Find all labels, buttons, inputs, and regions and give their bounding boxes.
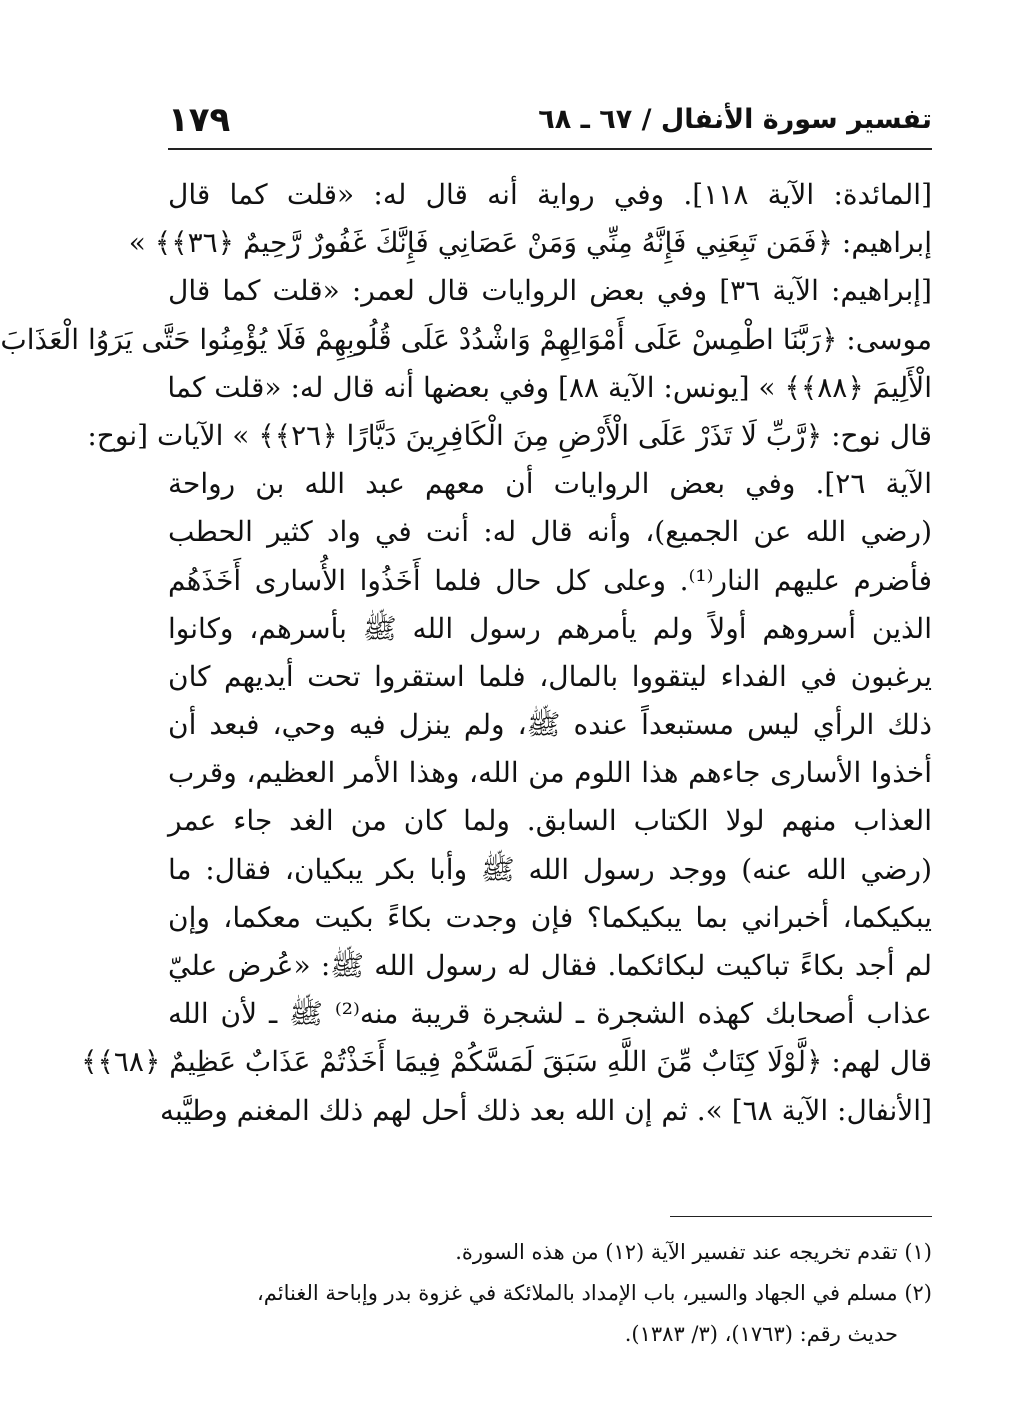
- header-rule: [168, 148, 932, 150]
- body-line: يرغبون في الفداء ليتقووا بالمال، فلما استقروا تحت أيديهم كان: [168, 659, 932, 693]
- page-header: [168, 100, 932, 146]
- body-line: الذين أسروهم أولاً ولم يأمرهم رسول الله ﷺ بأسرهم، وكانوا: [168, 611, 932, 645]
- body-line: [الأنفال: الآية ٦٨] ». ثم إن الله بعد ذلك أحل لهم ذلك المغنم وطيَّبه: [160, 1093, 932, 1127]
- page-number: ١٧٩: [168, 100, 231, 140]
- running-title: تفسير سورة الأنفال / ٦٧ ـ ٦٨: [538, 104, 932, 135]
- footnote-1: (١) تقدم تخريجه عند تفسير الآية (١٢) من هذه السورة.: [455, 1240, 932, 1264]
- footnotes: [168, 1232, 932, 1355]
- body-line: أخذوا الأسارى جاءهم هذا اللوم من الله، وهذا الأمر العظيم، وقرب: [168, 756, 932, 790]
- body-line: قال نوح: ﴿رَّبِّ لَا تَذَرْ عَلَى الْأَرْضِ مِنَ الْكَافِرِينَ دَيَّارًا ﴿٢٦﴾﴾ » الآيات [نوح:: [87, 418, 932, 452]
- footnote-separator: [670, 1216, 932, 1217]
- body-line: فأضرم عليهم النار⁽¹⁾. وعلى كل حال فلما أَخَذُوا الأُسارى أَخَذَهُم: [168, 563, 932, 597]
- body-line: قال لهم: ﴿لَّوْلَا كِتَابٌ مِّنَ اللَّهِ سَبَقَ لَمَسَّكُمْ فِيمَا أَخَذْتُمْ عَذَابٌ عَظِيمٌ ﴿٦٨﴾﴾: [81, 1045, 932, 1079]
- body-line: إبراهيم: ﴿فَمَن تَبِعَنِي فَإِنَّهُ مِنِّي وَمَنْ عَصَانِي فَإِنَّكَ غَفُورٌ رَّحِيمٌ ﴿٣٦﴾﴾ »: [128, 226, 932, 260]
- body-line: يبكيكما، أخبراني بما يبكيكما؟ فإن وجدت بكاءً بكيت معكما، وإن: [168, 900, 933, 934]
- body-line: موسى: ﴿رَبَّنَا اطْمِسْ عَلَى أَمْوَالِهِمْ وَاشْدُدْ عَلَى قُلُوبِهِمْ فَلَا يُؤْمِنُوا حَتَّى يَرَوُا الْعَذَابَ: [0, 322, 932, 356]
- footnote-2-continuation: حديث رقم: (١٧٦٣)، (٣/ ١٣٨٣).: [624, 1322, 898, 1346]
- body-line: ذلك الرأي ليس مستبعداً عنده ﷺ، ولم ينزل فيه وحي، فبعد أن: [168, 708, 932, 742]
- body-line: عذاب أصحابك كهذه الشجرة ـ لشجرة قريبة منه⁽²⁾ ﷺ ـ لأن الله: [168, 997, 932, 1031]
- body-line: لم أجد بكاءً تباكيت لبكائكما. فقال له رسول الله ﷺ: «عُرض عليّ: [168, 949, 932, 982]
- body-text: [0, 171, 933, 1191]
- footnote-2: (٢) مسلم في الجهاد والسير، باب الإمداد بالملائكة في غزوة بدر وإباحة الغنائم،: [257, 1281, 932, 1305]
- body-line: (رضي الله عن الجميع)، وأنه قال له: أنت في واد كثير الحطب: [168, 515, 932, 549]
- body-line: [إبراهيم: الآية ٣٦] وفي بعض الروايات قال لعمر: «قلت كما قال: [168, 274, 932, 308]
- body-line: العذاب منهم لولا الكتاب السابق. ولما كان من الغد جاء عمر: [168, 804, 932, 838]
- body-line: الآية ٢٦]. وفي بعض الروايات أن معهم عبد الله بن رواحة: [168, 467, 932, 501]
- body-line: (رضي الله عنه) ووجد رسول الله ﷺ وأبا بكر يبكيان، فقال: ما: [168, 852, 932, 886]
- body-line: الْأَلِيمَ ﴿٨٨﴾﴾ » [يونس: الآية ٨٨] وفي بعضها أنه قال له: «قلت كما: [167, 370, 932, 404]
- body-line: [المائدة: الآية ١١٨]. وفي رواية أنه قال له: «قلت كما قال: [168, 178, 932, 211]
